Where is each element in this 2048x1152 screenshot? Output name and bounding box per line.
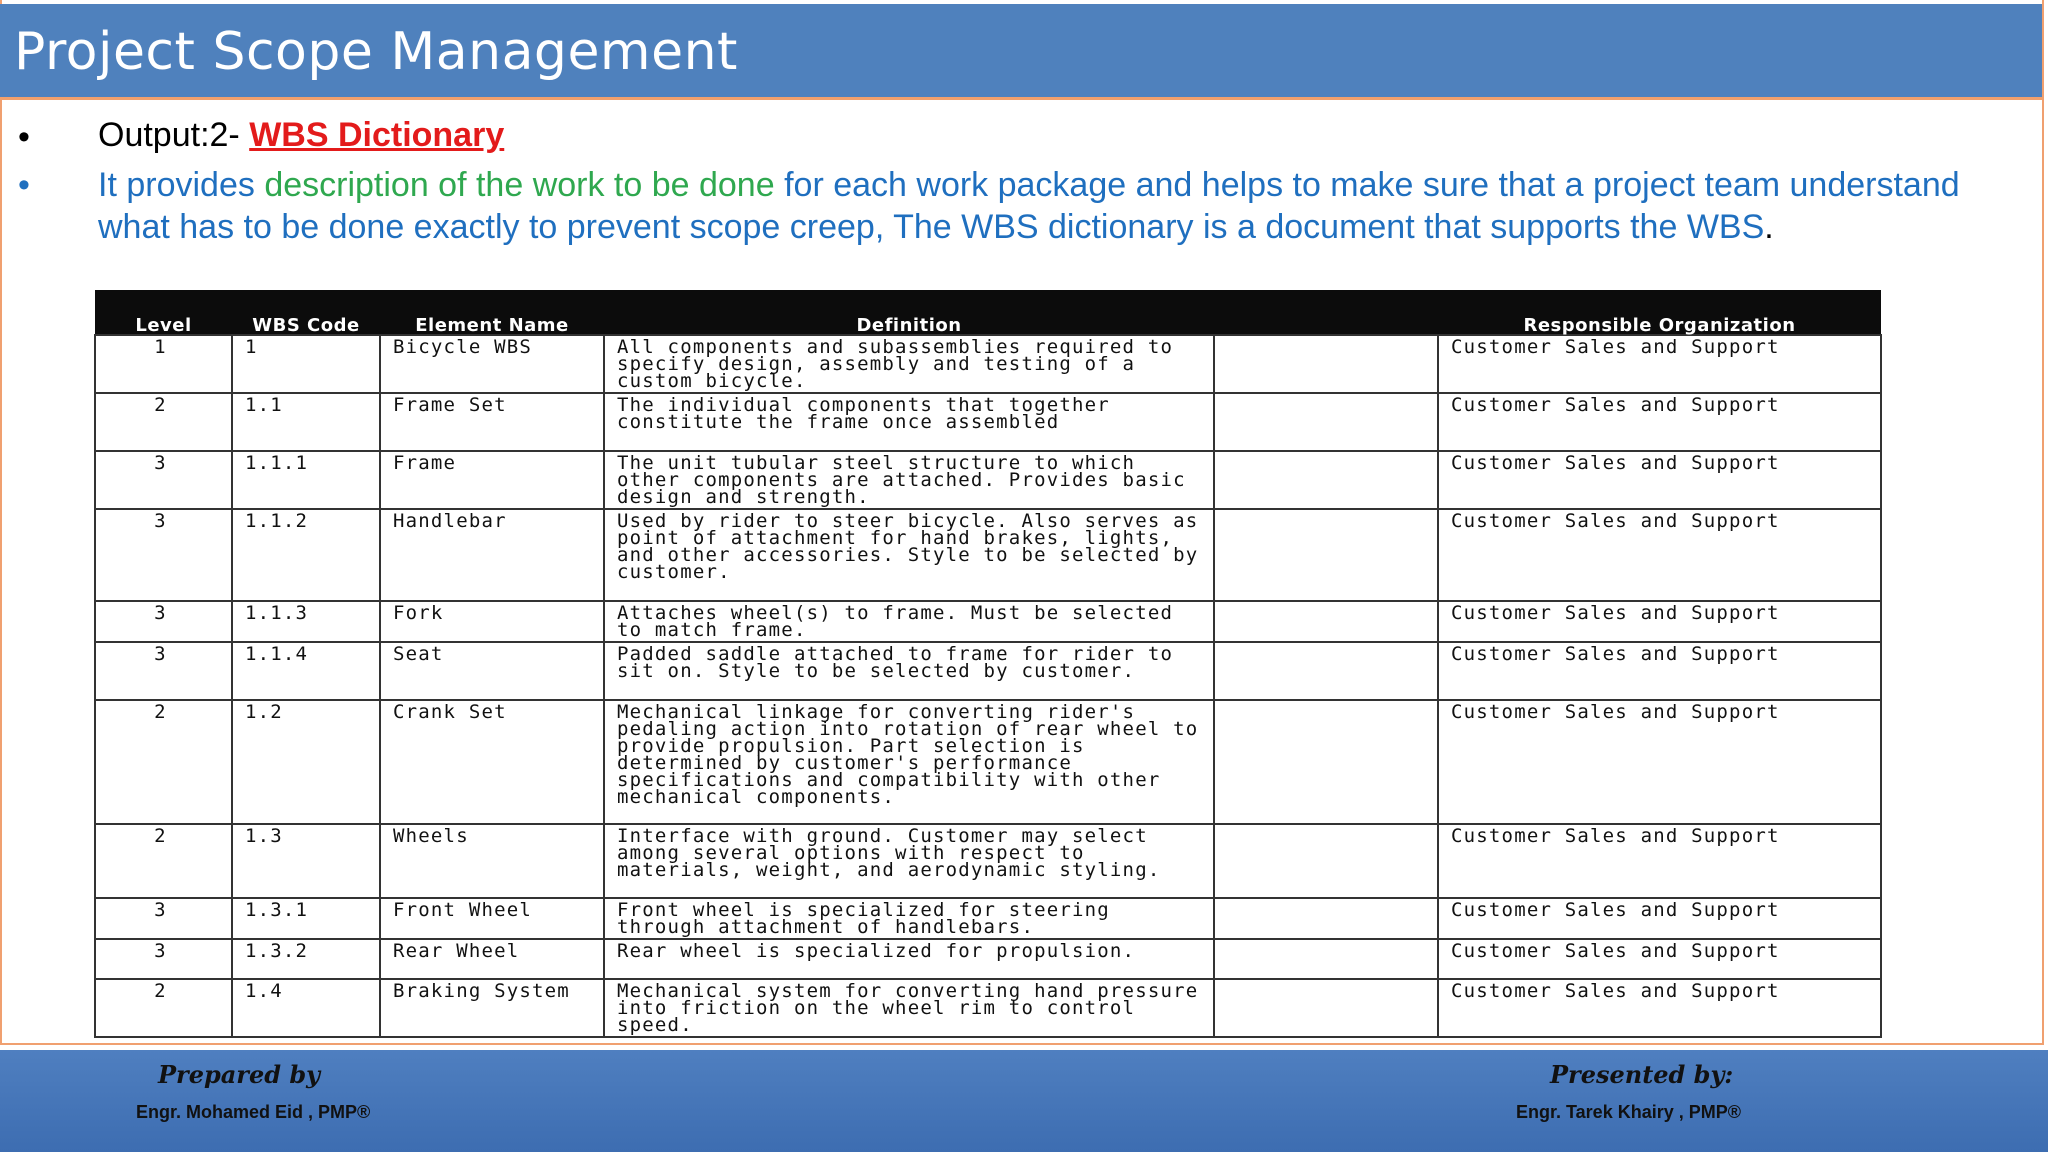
cell-definition: Used by rider to steer bicycle. Also serves as point of attachment for hand brakes, lights, and other accessories. Style to be selected by customer.	[604, 509, 1214, 601]
cell-level: 3	[95, 939, 232, 979]
cell-level: 3	[95, 509, 232, 601]
table-row	[95, 824, 1881, 898]
description-paragraph	[98, 164, 1998, 248]
cell-blank	[1214, 601, 1438, 642]
cell-org: Customer Sales and Support	[1438, 898, 1881, 939]
table-row	[95, 979, 1881, 1037]
cell-name: Rear Wheel	[380, 939, 604, 979]
cell-name: Bicycle WBS	[380, 335, 604, 393]
output-prefix: Output:2-	[98, 116, 250, 154]
output-line	[98, 116, 504, 155]
cell-name: Frame	[380, 451, 604, 509]
cell-definition: The individual components that together constitute the frame once assembled	[604, 393, 1214, 451]
header-definition: Definition	[604, 290, 1214, 335]
cell-level: 3	[95, 601, 232, 642]
table-row	[95, 451, 1881, 509]
cell-blank	[1214, 393, 1438, 451]
cell-code: 1.1.4	[232, 642, 380, 700]
table-row	[95, 393, 1881, 451]
cell-org: Customer Sales and Support	[1438, 393, 1881, 451]
cell-definition: Rear wheel is specialized for propulsion.	[604, 939, 1214, 979]
header-element-name: Element Name	[380, 290, 604, 335]
cell-org: Customer Sales and Support	[1438, 642, 1881, 700]
para-end: .	[1764, 208, 1774, 246]
header-level: Level	[95, 290, 232, 335]
cell-definition: Mechanical linkage for converting rider's pedaling action into rotation of rear wheel to provide propulsion. Part selection is determined by customer's performance specifications and compatibility with other mechanical components.	[604, 700, 1214, 824]
cell-code: 1.1.1	[232, 451, 380, 509]
cell-blank	[1214, 642, 1438, 700]
cell-level: 3	[95, 898, 232, 939]
cell-definition: Mechanical system for converting hand pressure into friction on the wheel rim to control speed.	[604, 979, 1214, 1037]
prepared-by-label: Prepared by	[158, 1060, 321, 1089]
header-blank	[1214, 290, 1438, 335]
cell-level: 2	[95, 824, 232, 898]
cell-name: Wheels	[380, 824, 604, 898]
cell-org: Customer Sales and Support	[1438, 509, 1881, 601]
cell-definition: Padded saddle attached to frame for rider to sit on. Style to be selected by customer.	[604, 642, 1214, 700]
cell-name: Frame Set	[380, 393, 604, 451]
table-row	[95, 898, 1881, 939]
cell-blank	[1214, 979, 1438, 1037]
cell-blank	[1214, 335, 1438, 393]
cell-definition: Interface with ground. Customer may select among several options with respect to materials, weight, and aerodynamic styling.	[604, 824, 1214, 898]
footer-bar	[0, 1050, 2048, 1152]
para-text-2: for each work package and helps to make sure that a project team understand what has to be done exactly to prevent scope creep, The WBS dictionary is a document that supports the WBS	[98, 166, 1960, 246]
cell-level: 2	[95, 979, 232, 1037]
cell-org: Customer Sales and Support	[1438, 824, 1881, 898]
cell-org: Customer Sales and Support	[1438, 979, 1881, 1037]
cell-level: 2	[95, 393, 232, 451]
header-responsible: Responsible Organization	[1438, 290, 1881, 335]
table-row	[95, 335, 1881, 393]
cell-blank	[1214, 939, 1438, 979]
cell-name: Braking System	[380, 979, 604, 1037]
cell-definition: The unit tubular steel structure to which other components are attached. Provides basic design and strength.	[604, 451, 1214, 509]
cell-org: Customer Sales and Support	[1438, 939, 1881, 979]
table-row	[95, 601, 1881, 642]
cell-code: 1.3.1	[232, 898, 380, 939]
para-text-1: It provides	[98, 166, 265, 204]
cell-definition: Front wheel is specialized for steering through attachment of handlebars.	[604, 898, 1214, 939]
cell-name: Crank Set	[380, 700, 604, 824]
cell-blank	[1214, 824, 1438, 898]
wbs-dictionary-table	[94, 290, 1882, 1038]
slide-title: Project Scope Management	[14, 22, 738, 82]
cell-level: 3	[95, 642, 232, 700]
cell-blank	[1214, 700, 1438, 824]
presented-by-label: Presented by:	[1550, 1060, 1734, 1089]
cell-name: Front Wheel	[380, 898, 604, 939]
cell-definition: All components and subassemblies required to specify design, assembly and testing of a custom bicycle.	[604, 335, 1214, 393]
cell-name: Seat	[380, 642, 604, 700]
table-header-row	[95, 290, 1881, 335]
cell-name: Handlebar	[380, 509, 604, 601]
cell-code: 1.4	[232, 979, 380, 1037]
cell-code: 1.1.2	[232, 509, 380, 601]
para-highlight: description of the work to be done	[264, 166, 775, 204]
cell-level: 3	[95, 451, 232, 509]
cell-code: 1.3.2	[232, 939, 380, 979]
cell-code: 1.2	[232, 700, 380, 824]
cell-definition: Attaches wheel(s) to frame. Must be selected to match frame.	[604, 601, 1214, 642]
presented-by-name: Engr. Tarek Khairy , PMP®	[1516, 1102, 1741, 1122]
cell-name: Fork	[380, 601, 604, 642]
cell-code: 1.3	[232, 824, 380, 898]
title-bar	[0, 4, 2042, 100]
table-row	[95, 509, 1881, 601]
cell-org: Customer Sales and Support	[1438, 601, 1881, 642]
table-row	[95, 642, 1881, 700]
table-row	[95, 700, 1881, 824]
cell-code: 1.1.3	[232, 601, 380, 642]
cell-blank	[1214, 898, 1438, 939]
cell-code: 1	[232, 335, 380, 393]
bullet-marker-2: •	[18, 166, 30, 204]
header-wbs-code: WBS Code	[232, 290, 380, 335]
cell-org: Customer Sales and Support	[1438, 335, 1881, 393]
cell-code: 1.1	[232, 393, 380, 451]
prepared-by-name: Engr. Mohamed Eid , PMP®	[136, 1102, 371, 1122]
cell-org: Customer Sales and Support	[1438, 700, 1881, 824]
table-row	[95, 939, 1881, 979]
wbs-dictionary-link[interactable]: WBS Dictionary	[249, 116, 505, 154]
bullet-marker: •	[18, 118, 30, 156]
cell-org: Customer Sales and Support	[1438, 451, 1881, 509]
cell-blank	[1214, 509, 1438, 601]
cell-blank	[1214, 451, 1438, 509]
cell-level: 2	[95, 700, 232, 824]
cell-level: 1	[95, 335, 232, 393]
